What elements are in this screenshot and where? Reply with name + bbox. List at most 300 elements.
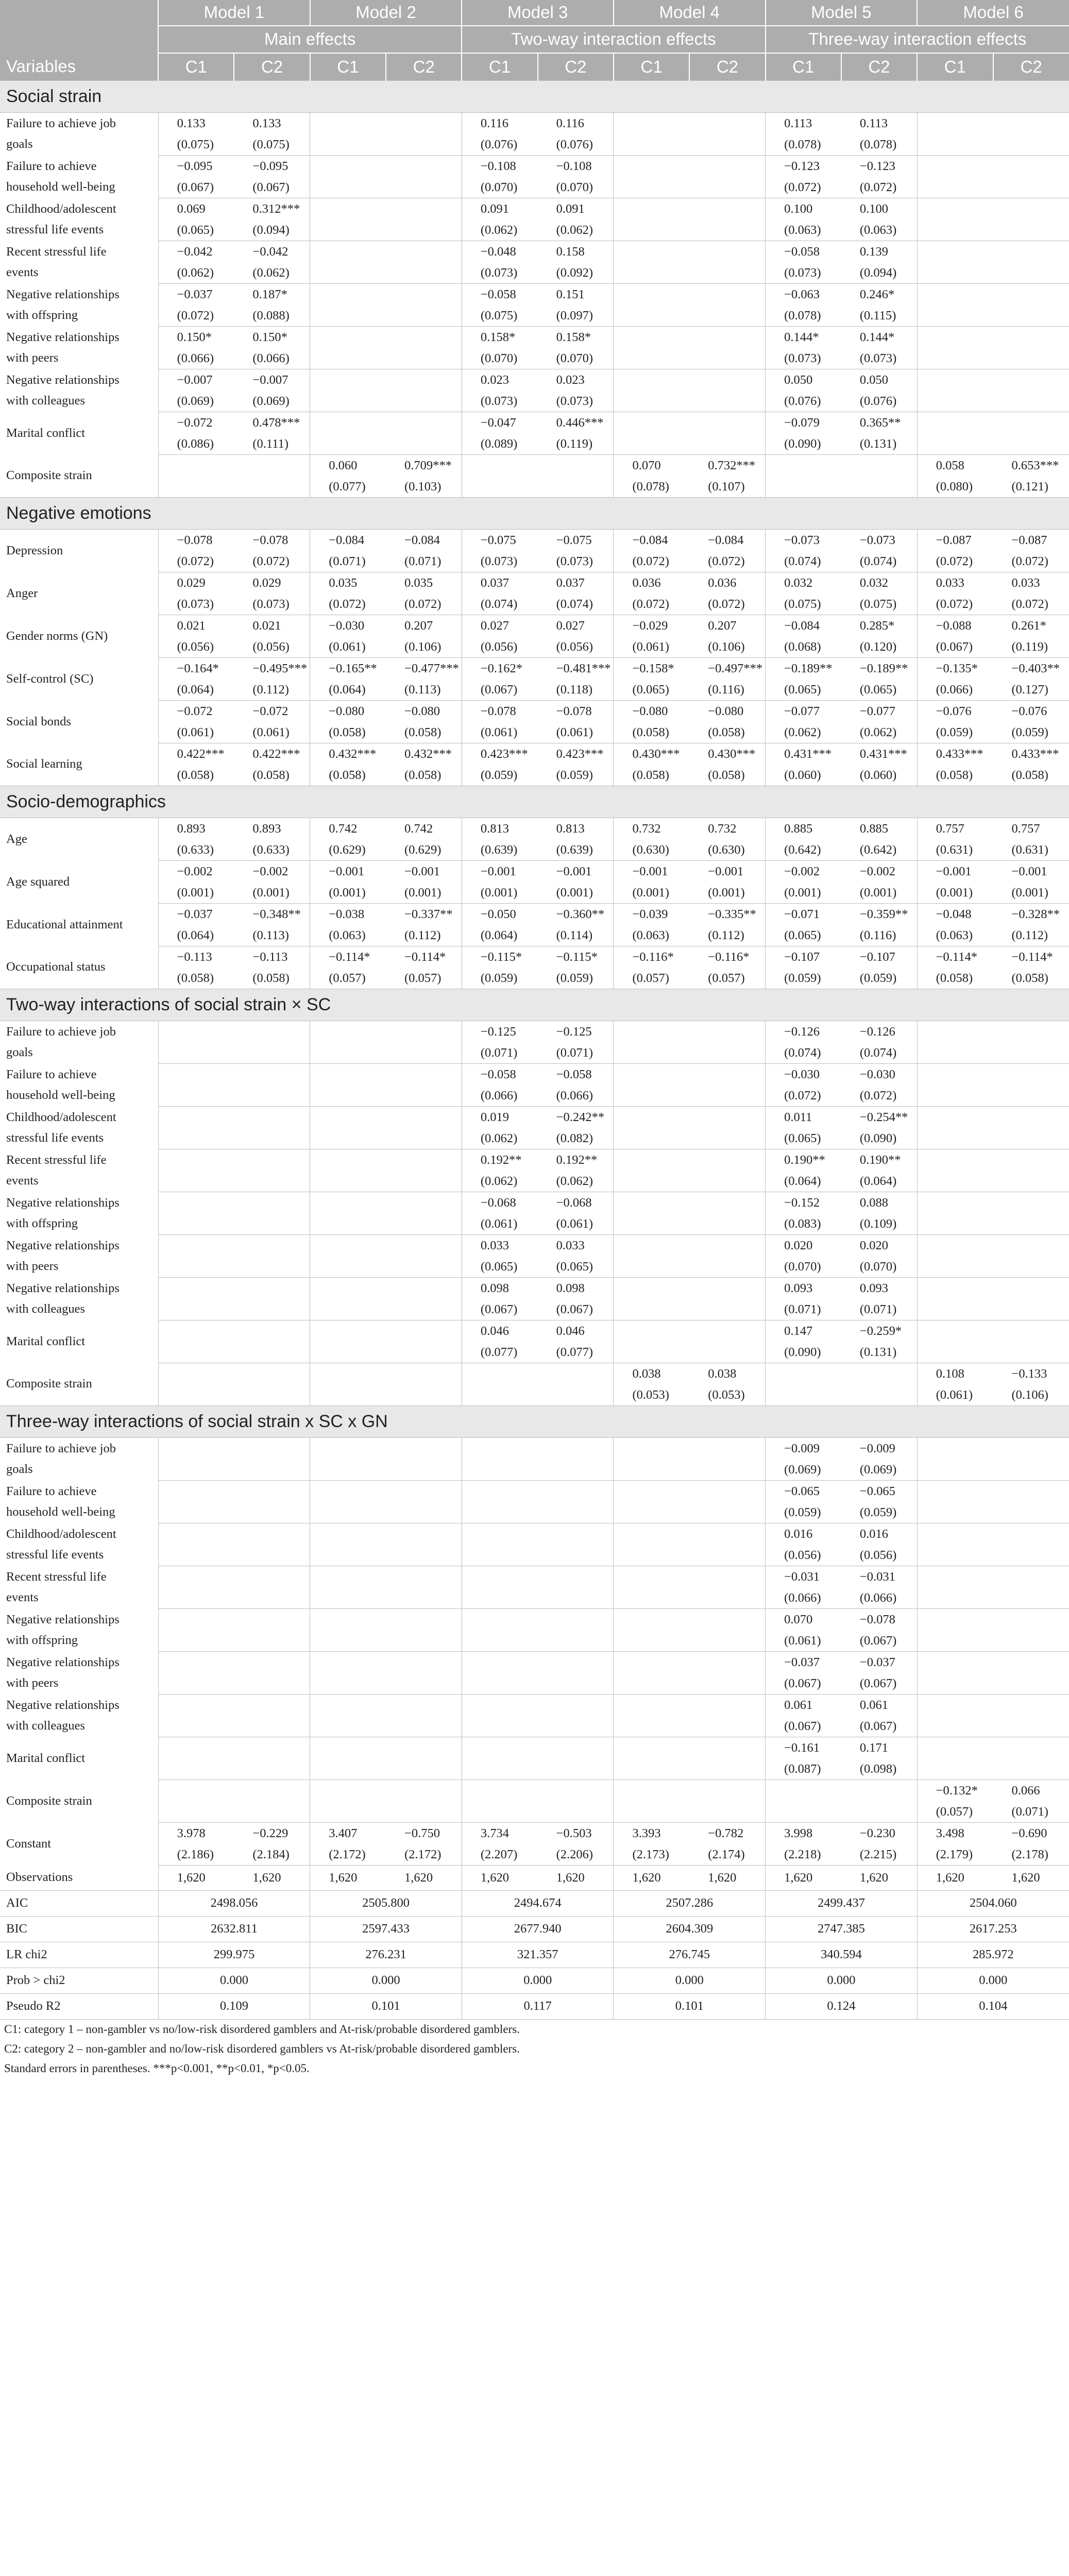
coef-cell	[158, 1106, 234, 1128]
coef-cell	[614, 369, 689, 391]
coef-cell	[917, 283, 993, 306]
se-cell	[993, 1460, 1069, 1481]
se-cell: (0.060)	[841, 765, 917, 786]
coef-cell	[917, 241, 993, 263]
coef-cell	[234, 1277, 310, 1299]
se-cell	[538, 477, 614, 498]
table-row-se	[0, 1502, 1069, 1523]
coef-cell	[614, 1437, 689, 1460]
se-cell	[234, 1043, 310, 1064]
table-row-se	[0, 1844, 1069, 1866]
table-row-se	[0, 263, 1069, 284]
table-row-se	[0, 637, 1069, 658]
section-header	[0, 497, 1069, 529]
table-row	[0, 369, 1069, 391]
se-cell	[386, 263, 462, 284]
coef-cell	[234, 1149, 310, 1171]
row-label-line: household well-being	[6, 1504, 115, 1519]
coef-cell: 0.312***	[252, 201, 300, 216]
se-cell: (0.064)	[310, 680, 386, 701]
stat-value: 2632.811	[158, 1916, 310, 1942]
se-cell: (0.001)	[614, 883, 689, 904]
coef-cell: −0.164*	[158, 657, 234, 680]
se-cell	[917, 1631, 993, 1652]
coef-cell	[993, 412, 1069, 434]
se-cell: (0.090)	[841, 1128, 917, 1149]
se-cell	[917, 1086, 993, 1107]
coef-cell: −0.481***	[556, 661, 611, 675]
se-cell: (0.087)	[766, 1759, 841, 1780]
row-label-line: Recent stressful life	[6, 244, 107, 259]
se-cell: (0.072)	[614, 551, 689, 572]
coef-cell: 0.058	[917, 454, 993, 477]
se-cell	[158, 1631, 234, 1652]
coef-cell: 0.190**	[766, 1149, 841, 1171]
coef-cell	[462, 1608, 537, 1631]
coef-cell	[310, 283, 386, 306]
coef-cell: −0.107	[766, 946, 841, 968]
stat-label: AIC	[0, 1890, 158, 1916]
se-cell: (0.074)	[538, 594, 614, 615]
coef-cell: 0.742	[310, 818, 386, 840]
se-cell: (0.069)	[158, 391, 234, 412]
se-cell	[386, 1342, 462, 1363]
coef-cell: 0.133	[158, 112, 234, 134]
stat-label: BIC	[0, 1916, 158, 1942]
row-label-line: goals	[6, 137, 33, 151]
coef-cell	[614, 1320, 689, 1342]
coef-cell: 0.192**	[556, 1153, 598, 1167]
coef-cell	[614, 1566, 689, 1588]
se-cell	[689, 434, 765, 455]
header-variables: Variables	[0, 53, 158, 81]
se-cell	[766, 477, 841, 498]
row-label-line: Negative relationships	[6, 1281, 120, 1295]
table-row	[0, 412, 1069, 434]
se-cell: (2.215)	[841, 1844, 917, 1866]
coef-cell	[538, 1651, 614, 1673]
coef-cell: 0.027	[462, 615, 537, 637]
se-cell	[917, 1299, 993, 1320]
se-cell: (0.631)	[917, 840, 993, 861]
se-cell: (0.078)	[766, 306, 841, 327]
se-cell: (0.078)	[614, 477, 689, 498]
table-row	[0, 860, 1069, 883]
coef-cell	[310, 1106, 386, 1128]
se-cell	[614, 1588, 689, 1609]
se-cell: (2.179)	[917, 1844, 993, 1866]
stat-value: 2504.060	[917, 1890, 1069, 1916]
se-cell	[462, 1631, 537, 1652]
se-cell: (0.071)	[538, 1043, 614, 1064]
table-row	[0, 1021, 1069, 1043]
se-cell	[917, 1545, 993, 1566]
se-cell: (0.071)	[386, 551, 462, 572]
coef-cell: −0.113	[252, 950, 288, 964]
coef-cell	[993, 112, 1069, 134]
coef-cell: 0.036	[614, 572, 689, 594]
coef-cell: 1,620	[158, 1865, 234, 1890]
se-cell	[614, 1299, 689, 1320]
row-label-line: Failure to achieve	[6, 1484, 97, 1498]
se-cell: (0.629)	[386, 840, 462, 861]
se-cell: (0.071)	[841, 1299, 917, 1320]
row-label	[0, 1694, 158, 1737]
se-cell: (0.070)	[462, 348, 537, 369]
se-cell: (0.630)	[689, 840, 765, 861]
footnote: C2: category 2 – non-gambler and no/low-risk disordered gamblers vs At-risk/probable disordered gamblers.	[4, 2042, 520, 2055]
row-label-line: Negative relationships	[6, 1238, 120, 1252]
table-row	[0, 1608, 1069, 1631]
table-row-se	[0, 134, 1069, 156]
se-cell	[917, 220, 993, 241]
se-cell	[841, 1802, 917, 1823]
se-cell	[310, 177, 386, 198]
row-label-line: Negative relationships	[6, 287, 120, 301]
coef-cell: 0.144*	[859, 330, 895, 344]
coef-cell: −0.084	[708, 533, 744, 547]
coef-cell: 0.732***	[708, 458, 756, 472]
se-cell	[386, 220, 462, 241]
coef-cell	[158, 1608, 234, 1631]
se-cell: (0.112)	[386, 925, 462, 946]
se-cell	[234, 1257, 310, 1278]
table-row	[0, 112, 1069, 134]
coef-cell: 0.207	[708, 618, 737, 633]
coef-cell: 0.478***	[252, 415, 300, 430]
coef-cell: 0.036	[708, 575, 737, 590]
coef-cell: −0.001	[462, 860, 537, 883]
coef-cell: 0.035	[310, 572, 386, 594]
coef-cell	[310, 1780, 386, 1802]
coef-cell	[917, 1106, 993, 1128]
stat-value: 0.000	[614, 1968, 766, 1993]
se-cell: (0.067)	[841, 1631, 917, 1652]
coef-cell	[993, 1106, 1069, 1128]
se-cell	[993, 177, 1069, 198]
se-cell	[234, 1086, 310, 1107]
row-label	[0, 283, 158, 326]
coef-cell: 0.207	[404, 618, 433, 633]
coef-cell	[158, 1694, 234, 1716]
coef-cell: 1,620	[462, 1865, 537, 1890]
coef-cell	[689, 112, 765, 134]
coef-cell	[234, 1480, 310, 1502]
coef-cell	[310, 1277, 386, 1299]
se-cell: (0.001)	[689, 883, 765, 904]
coef-cell: −0.058	[556, 1067, 592, 1081]
row-label-line: Negative relationships	[6, 1612, 120, 1626]
se-cell: (0.089)	[462, 434, 537, 455]
coef-cell	[614, 112, 689, 134]
coef-cell: −0.009	[766, 1437, 841, 1460]
se-cell	[917, 177, 993, 198]
stat-value: 299.975	[158, 1942, 310, 1968]
coef-cell: −0.135*	[917, 657, 993, 680]
se-cell: (0.067)	[538, 1299, 614, 1320]
coef-cell: −0.037	[859, 1655, 895, 1669]
header-group-main: Main effects	[158, 26, 462, 53]
se-cell	[993, 134, 1069, 156]
se-cell	[158, 1802, 234, 1823]
section-header	[0, 80, 1069, 112]
coef-cell: −0.007	[252, 372, 289, 387]
row-label-line: with colleagues	[6, 393, 86, 408]
coef-cell	[462, 1363, 537, 1385]
section-header	[0, 989, 1069, 1021]
coef-cell	[993, 1234, 1069, 1257]
coef-cell	[993, 1694, 1069, 1716]
se-cell	[689, 391, 765, 412]
row-label	[0, 1363, 158, 1405]
se-cell: (0.063)	[310, 925, 386, 946]
se-cell	[386, 1171, 462, 1192]
row-label	[0, 326, 158, 369]
se-cell	[310, 1214, 386, 1235]
se-cell: (0.083)	[766, 1214, 841, 1235]
row-label-line: Age squared	[6, 874, 70, 889]
se-cell	[614, 1128, 689, 1149]
coef-cell	[386, 1234, 462, 1257]
coef-cell: −0.229	[252, 1826, 289, 1840]
table-row	[0, 657, 1069, 680]
coef-cell	[917, 1437, 993, 1460]
header-col-3: C1	[310, 53, 386, 81]
table-row-se	[0, 1128, 1069, 1149]
coef-cell: −0.001	[310, 860, 386, 883]
header-models-row	[0, 0, 1069, 26]
se-cell	[158, 1716, 234, 1737]
coef-cell: 0.046	[556, 1324, 585, 1338]
coef-cell: 1,620	[386, 1865, 462, 1890]
model-stat-row	[0, 1890, 1069, 1916]
coef-cell	[310, 412, 386, 434]
coef-cell	[614, 1694, 689, 1716]
se-cell: (0.113)	[234, 925, 310, 946]
coef-cell: 0.091	[556, 201, 585, 216]
se-cell: (0.058)	[386, 765, 462, 786]
se-cell: (0.094)	[234, 220, 310, 241]
stat-value: 0.000	[462, 1968, 614, 1993]
coef-cell	[234, 1566, 310, 1588]
coef-cell: −0.030	[766, 1063, 841, 1086]
coef-cell: −0.058	[766, 241, 841, 263]
se-cell: (0.075)	[841, 594, 917, 615]
stat-value: 0.000	[158, 1968, 310, 1993]
coef-cell	[386, 1106, 462, 1128]
table-row	[0, 1106, 1069, 1128]
row-label	[0, 860, 158, 903]
header-col-12: C2	[993, 53, 1069, 81]
coef-cell	[689, 283, 765, 306]
se-cell: (0.115)	[841, 306, 917, 327]
stat-value: 2498.056	[158, 1890, 310, 1916]
coef-cell: −0.077	[859, 704, 895, 718]
se-cell: (2.218)	[766, 1844, 841, 1866]
coef-cell: 0.190**	[859, 1153, 901, 1167]
se-cell	[993, 306, 1069, 327]
se-cell: (0.061)	[462, 722, 537, 743]
se-cell	[158, 1257, 234, 1278]
coef-cell	[158, 1437, 234, 1460]
se-cell: (0.090)	[766, 1342, 841, 1363]
table-row	[0, 1780, 1069, 1802]
coef-cell	[158, 1021, 234, 1043]
se-cell: (0.066)	[462, 1086, 537, 1107]
row-label	[0, 369, 158, 412]
coef-cell: −0.009	[859, 1441, 895, 1455]
se-cell: (0.642)	[841, 840, 917, 861]
row-label	[0, 241, 158, 283]
coef-cell	[310, 1480, 386, 1502]
row-label	[0, 615, 158, 657]
se-cell: (0.629)	[310, 840, 386, 861]
table-row	[0, 1566, 1069, 1588]
coef-cell	[917, 1277, 993, 1299]
coef-cell: 0.113	[859, 116, 888, 130]
se-cell: (0.058)	[689, 765, 765, 786]
se-cell: (0.058)	[614, 765, 689, 786]
coef-cell	[234, 1106, 310, 1128]
stat-value: 0.104	[917, 1993, 1069, 2019]
se-cell: (0.061)	[917, 1385, 993, 1406]
coef-cell: −0.254**	[859, 1110, 908, 1124]
se-cell	[993, 1545, 1069, 1566]
coef-cell: 0.108	[917, 1363, 993, 1385]
se-cell: (2.184)	[234, 1844, 310, 1866]
row-label-line: Occupational status	[6, 960, 106, 974]
coef-cell: 3.734	[462, 1822, 537, 1844]
coef-cell: 0.430***	[708, 747, 756, 761]
row-label-line: Marital conflict	[6, 1751, 86, 1765]
row-label-line: Educational attainment	[6, 917, 123, 931]
se-cell	[614, 177, 689, 198]
coef-cell	[917, 1063, 993, 1086]
coef-cell	[689, 1523, 765, 1545]
se-cell: (0.073)	[766, 348, 841, 369]
se-cell	[538, 1502, 614, 1523]
row-label-line: Gender norms (GN)	[6, 629, 108, 643]
table-row	[0, 155, 1069, 177]
se-cell: (0.113)	[386, 680, 462, 701]
se-cell: (0.098)	[841, 1759, 917, 1780]
coef-cell: −0.084	[310, 529, 386, 551]
coef-cell	[689, 1277, 765, 1299]
se-cell: (0.058)	[158, 968, 234, 989]
se-cell	[386, 1128, 462, 1149]
coef-cell	[917, 1192, 993, 1214]
table-row-se	[0, 925, 1069, 946]
se-cell: (0.053)	[614, 1385, 689, 1406]
coef-cell: 1,620	[841, 1865, 917, 1890]
row-label-line: Childhood/adolescent	[6, 201, 116, 216]
se-cell: (0.076)	[841, 391, 917, 412]
coef-cell	[310, 1608, 386, 1631]
se-cell	[386, 1802, 462, 1823]
se-cell	[462, 1673, 537, 1694]
table-row	[0, 903, 1069, 925]
coef-cell	[689, 1480, 765, 1502]
se-cell	[538, 1588, 614, 1609]
coef-cell	[158, 454, 234, 477]
coef-cell	[917, 155, 993, 177]
table-row-se	[0, 1257, 1069, 1278]
coef-cell: 0.158	[556, 244, 585, 259]
coef-cell: −0.058	[462, 283, 537, 306]
coef-cell: 0.023	[462, 369, 537, 391]
se-cell	[386, 134, 462, 156]
se-cell: (0.064)	[158, 925, 234, 946]
coef-cell: −0.048	[462, 241, 537, 263]
coef-cell: 0.113	[766, 112, 841, 134]
coef-cell: −0.078	[556, 704, 592, 718]
coef-cell: −0.165**	[310, 657, 386, 680]
header-group-two-way: Two-way interaction effects	[462, 26, 765, 53]
se-cell	[614, 434, 689, 455]
se-cell: (0.630)	[614, 840, 689, 861]
se-cell	[689, 263, 765, 284]
coef-cell: 3.978	[158, 1822, 234, 1844]
se-cell	[614, 1342, 689, 1363]
se-cell: (0.058)	[158, 765, 234, 786]
table-row-se	[0, 1545, 1069, 1566]
header-col-8: C2	[689, 53, 765, 81]
row-label-line: Composite strain	[6, 1793, 92, 1808]
coef-cell	[538, 1523, 614, 1545]
se-cell	[310, 1502, 386, 1523]
se-cell	[386, 1673, 462, 1694]
se-cell: (0.061)	[766, 1631, 841, 1652]
coef-cell: −0.259*	[859, 1324, 902, 1338]
row-label	[0, 112, 158, 155]
coef-cell	[841, 454, 917, 477]
se-cell	[158, 1043, 234, 1064]
se-cell: (0.071)	[993, 1802, 1069, 1823]
se-cell	[614, 1257, 689, 1278]
coef-cell: −0.095	[252, 159, 289, 173]
coef-cell	[310, 369, 386, 391]
table-row	[0, 1437, 1069, 1460]
coef-cell	[993, 283, 1069, 306]
row-label-line: Marital conflict	[6, 426, 86, 440]
se-cell	[689, 1631, 765, 1652]
se-cell: (0.067)	[462, 680, 537, 701]
coef-cell	[689, 1063, 765, 1086]
se-cell	[310, 1342, 386, 1363]
coef-cell	[993, 155, 1069, 177]
stat-value: 2747.385	[766, 1916, 918, 1942]
coef-cell	[158, 1192, 234, 1214]
coef-cell: 0.893	[252, 821, 281, 836]
coef-cell: 0.093	[766, 1277, 841, 1299]
coef-cell: 0.653***	[1011, 458, 1059, 472]
table-row	[0, 1865, 1069, 1890]
se-cell: (0.631)	[993, 840, 1069, 861]
table-row-se	[0, 391, 1069, 412]
row-label-line: events	[6, 1173, 39, 1188]
coef-cell	[614, 1780, 689, 1802]
row-label	[0, 1737, 158, 1780]
header-model-3: Model 3	[462, 0, 614, 26]
table-row-se	[0, 722, 1069, 743]
se-cell	[310, 1128, 386, 1149]
coef-cell: 0.029	[158, 572, 234, 594]
coef-cell	[614, 1021, 689, 1043]
coef-cell	[917, 198, 993, 220]
se-cell: (0.072)	[234, 551, 310, 572]
se-cell	[234, 1171, 310, 1192]
se-cell	[310, 1086, 386, 1107]
